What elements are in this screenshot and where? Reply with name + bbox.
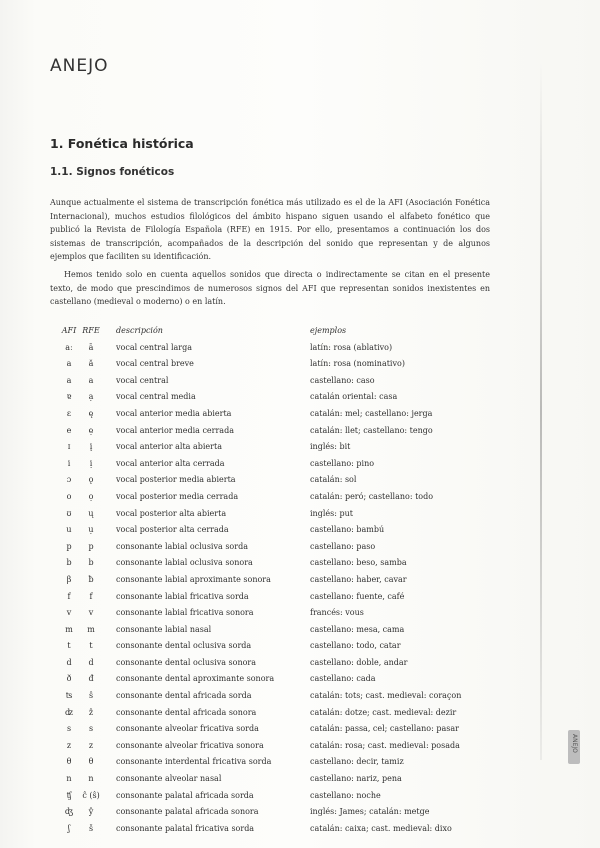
- sound-description: vocal central media: [116, 392, 196, 402]
- header-afi: AFI: [61, 326, 77, 335]
- rfe-symbol: đ: [88, 674, 94, 684]
- sound-description: consonante palatal africada sonora: [116, 807, 259, 817]
- afi-symbol: u: [66, 525, 72, 535]
- table-row: [58, 708, 498, 725]
- header-rfe: RFE: [82, 326, 100, 335]
- example: catalán: mel; castellano: jerga: [310, 408, 433, 418]
- example: inglés: put: [310, 508, 353, 518]
- afi-symbol: a: [66, 359, 72, 369]
- afi-symbol: v: [66, 608, 72, 618]
- side-tab-label: ANEJO: [571, 734, 578, 753]
- afi-symbol: ɔ: [66, 475, 72, 485]
- table-row: [58, 741, 498, 758]
- example: catalán: passa, cel; castellano: pasar: [310, 724, 459, 734]
- afi-symbol: m: [65, 624, 73, 634]
- example: castellano: todo, catar: [310, 641, 401, 651]
- sound-description: consonante dental oclusiva sonora: [116, 657, 257, 667]
- afi-symbol: t: [67, 641, 71, 651]
- rfe-symbol: d: [88, 657, 94, 667]
- afi-symbol: s: [66, 724, 72, 734]
- rfe-symbol: ų: [88, 508, 94, 518]
- afi-symbol: n: [66, 774, 72, 784]
- rfe-symbol: t: [89, 641, 93, 651]
- rfe-symbol: p: [88, 541, 94, 551]
- table-row: [58, 492, 498, 509]
- table-row: [58, 608, 498, 625]
- sound-description: vocal posterior media abierta: [116, 475, 236, 485]
- sound-description: vocal anterior media cerrada: [116, 425, 234, 435]
- rfe-symbol: z: [88, 740, 94, 750]
- table-header-row: [58, 326, 498, 343]
- rfe-symbol: m: [87, 624, 95, 634]
- example: castellano: noche: [310, 790, 381, 800]
- afi-symbol: e: [66, 425, 72, 435]
- table-row: [58, 376, 498, 393]
- afi-symbol: ʊ: [66, 508, 72, 518]
- sound-description: consonante alveolar fricativa sorda: [116, 724, 259, 734]
- rfe-symbol: ọ: [88, 491, 94, 501]
- sound-description: consonante dental africada sorda: [116, 691, 252, 701]
- example: catalán: dotze; cast. medieval: dezir: [310, 707, 457, 717]
- example: castellano: doble, andar: [310, 657, 408, 667]
- afi-symbol: ʣ: [65, 707, 73, 717]
- afi-symbol: ð: [66, 674, 72, 684]
- table-row: [58, 542, 498, 559]
- sound-description: vocal anterior media abierta: [116, 408, 232, 418]
- table-row: [58, 625, 498, 642]
- table-row: [58, 575, 498, 592]
- rfe-symbol: į: [89, 442, 93, 452]
- rfe-symbol: ŷ: [88, 807, 94, 817]
- sound-description: vocal central: [116, 375, 169, 385]
- sound-description: consonante labial fricativa sorda: [116, 591, 249, 601]
- afi-symbol: d: [66, 657, 72, 667]
- example: castellano: nariz, pena: [310, 774, 402, 784]
- side-thumb-tab: [568, 730, 580, 764]
- example: castellano: haber, cavar: [310, 574, 407, 584]
- table-row: [58, 774, 498, 791]
- rfe-symbol: θ: [88, 757, 94, 767]
- table-row: [58, 558, 498, 575]
- afi-symbol: ʤ: [64, 807, 74, 817]
- sound-description: consonante dental oclusiva sorda: [116, 641, 252, 651]
- table-row: [58, 409, 498, 426]
- sound-description: vocal posterior media cerrada: [116, 491, 239, 501]
- example: catalán: peró; castellano: todo: [310, 491, 434, 501]
- table-row: [58, 724, 498, 741]
- example: castellano: cada: [310, 674, 376, 684]
- table-row: [58, 509, 498, 526]
- afi-symbol: ɐ: [66, 392, 72, 402]
- example: catalán oriental: casa: [310, 392, 398, 402]
- rfe-symbol: ĉ (ŝ): [82, 790, 100, 800]
- table-row: [58, 807, 498, 824]
- afi-symbol: f: [67, 591, 71, 601]
- table-row: [58, 392, 498, 409]
- example: catalán: caixa; cast. medieval: dixo: [310, 823, 452, 833]
- example: castellano: fuente, café: [310, 591, 405, 601]
- example: castellano: bambú: [310, 525, 385, 535]
- header-examples: ejemplos: [310, 326, 347, 335]
- afi-symbol: θ: [66, 757, 72, 767]
- table-row: [58, 691, 498, 708]
- sound-description: vocal anterior alta cerrada: [116, 458, 225, 468]
- rfe-symbol: ạ: [88, 392, 94, 402]
- rfe-symbol: b: [88, 558, 94, 568]
- sound-description: consonante dental aproximante sonora: [116, 674, 275, 684]
- afi-symbol: p: [66, 541, 72, 551]
- table-row: [58, 658, 498, 675]
- table-row: [58, 641, 498, 658]
- example: catalán: rosa; cast. medieval: posada: [310, 740, 460, 750]
- table-row: [58, 757, 498, 774]
- phonetic-signs-table: [58, 326, 498, 840]
- table-row: [58, 343, 498, 360]
- example: castellano: decir, tamiz: [310, 757, 404, 767]
- example: castellano: beso, samba: [310, 558, 407, 568]
- rfe-symbol: š: [88, 823, 94, 833]
- afi-symbol: ʃ: [67, 823, 71, 833]
- page-fold-shadow: [540, 60, 542, 760]
- example: castellano: paso: [310, 541, 376, 551]
- example: latín: rosa (nominativo): [310, 359, 405, 369]
- table-row: [58, 475, 498, 492]
- sound-description: vocal posterior alta abierta: [116, 508, 227, 518]
- example: catalán: tots; cast. medieval: coraçon: [310, 691, 462, 701]
- table-row: [58, 674, 498, 691]
- rfe-symbol: ę: [88, 408, 94, 418]
- example: castellano: caso: [310, 375, 375, 385]
- rfe-symbol: a: [88, 375, 94, 385]
- afi-symbol: ɪ: [67, 442, 71, 452]
- rfe-symbol: ǫ: [88, 475, 94, 485]
- table-row: [58, 359, 498, 376]
- section-title: 1. Fonética histórica: [50, 136, 194, 151]
- afi-symbol: β: [66, 574, 72, 584]
- sound-description: consonante palatal africada sorda: [116, 790, 254, 800]
- afi-symbol: b: [66, 558, 72, 568]
- rfe-symbol: ị: [89, 458, 93, 468]
- sound-description: consonante palatal fricativa sorda: [116, 823, 255, 833]
- sound-description: consonante labial oclusiva sonora: [116, 558, 253, 568]
- example: castellano: mesa, cama: [310, 624, 405, 634]
- header-description: descripción: [116, 326, 163, 335]
- table-row: [58, 442, 498, 459]
- table-row: [58, 824, 498, 841]
- chapter-heading: ANEJO: [50, 56, 109, 76]
- sound-description: vocal anterior alta abierta: [116, 442, 222, 452]
- sound-description: consonante labial aproximante sonora: [116, 574, 271, 584]
- rfe-symbol: ŝ: [88, 691, 94, 701]
- rfe-symbol: ẹ: [88, 425, 94, 435]
- sound-description: consonante labial fricativa sonora: [116, 608, 254, 618]
- table-row: [58, 791, 498, 808]
- sound-description: vocal posterior alta cerrada: [116, 525, 229, 535]
- afi-symbol: a: [66, 375, 72, 385]
- example: castellano: pino: [310, 458, 375, 468]
- sound-description: consonante alveolar fricativa sonora: [116, 740, 264, 750]
- rfe-symbol: s: [88, 724, 94, 734]
- rfe-symbol: f: [89, 591, 93, 601]
- afi-symbol: ʧ: [66, 790, 72, 800]
- table-row: [58, 592, 498, 609]
- intro-paragraph: Aunque actualmente el sistema de transcripción fonética más utilizado es el de la AFI (Asociación Fonética Internacional), muchos estudios filológicos del ámbito hispano siguen usando el alfabeto fonético que publicó la Revista de Filología Española (RFE) en 1915. Por ello, presentamos a continuación los dos sistemas de transcripción, acompañados de la descripción del sonido que representan y de algunos ejemplos que faciliten su identificación.: [50, 198, 490, 262]
- example: francés: vous: [310, 608, 364, 618]
- example: latín: rosa (ablativo): [310, 342, 393, 352]
- rfe-symbol: ā: [88, 342, 94, 352]
- table-row: [58, 525, 498, 542]
- example: catalán: llet; castellano: tengo: [310, 425, 433, 435]
- afi-symbol: i: [67, 458, 71, 468]
- table-row: [58, 459, 498, 476]
- afi-symbol: ɛ: [66, 408, 72, 418]
- afi-symbol: o: [66, 491, 72, 501]
- example: inglés: James; catalán: metge: [310, 807, 430, 817]
- rfe-symbol: ẑ: [88, 707, 94, 717]
- sound-description: consonante interdental fricativa sorda: [116, 757, 272, 767]
- rfe-symbol: v: [88, 608, 94, 618]
- sound-description: vocal central breve: [116, 359, 194, 369]
- example: catalán: sol: [310, 475, 357, 485]
- rfe-symbol: ụ: [88, 525, 94, 535]
- scope-paragraph: Hemos tenido solo en cuenta aquellos sonidos que directa o indirectamente se citan en el presente texto, de modo que prescindimos de numerosos signos del AFI que representan sonidos inexistentes en castellano (medieval o moderno) o en latín.: [50, 270, 490, 307]
- table-row: [58, 426, 498, 443]
- example: inglés: bit: [310, 442, 351, 452]
- rfe-symbol: ƀ: [88, 574, 94, 584]
- sound-description: consonante labial oclusiva sorda: [116, 541, 248, 551]
- sound-description: consonante labial nasal: [116, 624, 212, 634]
- afi-symbol: ʦ: [65, 691, 73, 701]
- sound-description: consonante alveolar nasal: [116, 774, 222, 784]
- subsection-title: 1.1. Signos fonéticos: [50, 166, 175, 178]
- rfe-symbol: n: [88, 774, 94, 784]
- sound-description: vocal central larga: [116, 342, 193, 352]
- sound-description: consonante dental africada sonora: [116, 707, 257, 717]
- afi-symbol: aː: [65, 342, 73, 352]
- afi-symbol: z: [66, 740, 72, 750]
- rfe-symbol: ă: [88, 359, 94, 369]
